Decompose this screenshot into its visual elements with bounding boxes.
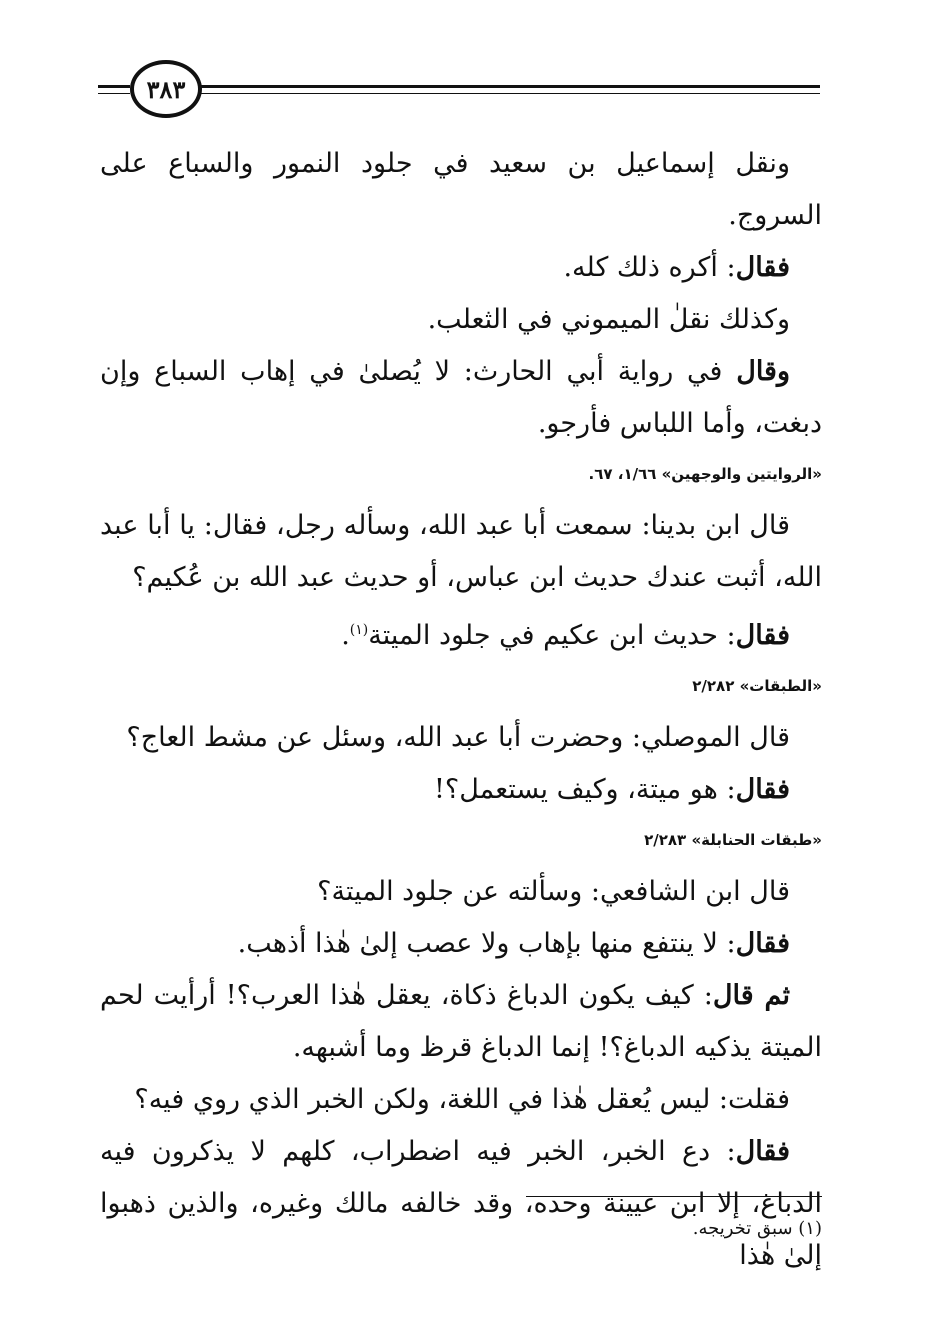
keyword: وقال	[736, 356, 790, 387]
source-citation: «الروايتين والوجهين» ١/٦٦، ٦٧.	[588, 465, 822, 483]
paragraph: قال الموصلي: وحضرت أبا عبد الله، وسئل عن مشط العاج؟	[126, 722, 790, 753]
keyword: ثم قال	[712, 980, 790, 1011]
paragraph	[100, 918, 822, 970]
paragraph-text: في رواية أبي الحارث: لا يُصلىٰ في إهاب السباع وإن دبغت، وأما اللباس فأرجو.	[100, 356, 822, 439]
paragraph-text: : أكره ذلك كله.	[563, 252, 736, 283]
paragraph	[100, 764, 822, 816]
keyword: فقال	[735, 252, 790, 283]
paragraph	[100, 604, 822, 662]
paragraph-text: : هو ميتة، وكيف يستعمل؟!	[434, 774, 736, 805]
paragraph-text: : حديث ابن عكيم في جلود الميتة	[368, 620, 736, 651]
keyword: فقال	[735, 774, 790, 805]
header-rule-left	[98, 85, 130, 88]
header-rule-left-thin	[98, 93, 130, 94]
source-citation: «الطبقات» ٢/٢٨٢	[692, 677, 822, 695]
paragraph	[100, 346, 822, 450]
keyword: فقال	[735, 620, 790, 651]
keyword: فقال	[735, 1136, 790, 1167]
paragraph: قال ابن بدينا: سمعت أبا عبد الله، وسأله رجل، فقال: يا أبا عبد الله، أثبت عندك حديث ابن عباس، أو حديث عبد الله بن عُكيم؟	[100, 510, 822, 593]
footnote-number: (١)	[798, 1218, 822, 1239]
paragraph-text: : دع الخبر، الخبر فيه اضطراب، كلهم لا يذكرون فيه الدباغ، إلا ابن عيينة وحده، وقد خالفه مالك وغيره، والذين ذهبوا إلىٰ هٰذا	[100, 1136, 822, 1271]
page-header	[98, 58, 820, 122]
paragraph: ونقل إسماعيل بن سعيد في جلود النمور والسباع على السروج.	[100, 148, 822, 231]
paragraph-text: : كيف يكون الدباغ ذكاة، يعقل هٰذا العرب؟! أرأيت لحم الميتة يذكيه الدباغ؟! إنما الدباغ قرظ وما أشبهه.	[100, 980, 822, 1063]
footnote-ref: (١)	[349, 622, 369, 638]
paragraph: وكذلك نقلٰ الميموني في الثعلب.	[427, 304, 790, 335]
footnote-separator	[526, 1196, 822, 1197]
paragraph	[100, 242, 822, 294]
page-body	[100, 138, 822, 1282]
footnote-text: سبق تخريجه.	[692, 1218, 793, 1239]
paragraph	[100, 970, 822, 1074]
footnote	[100, 1216, 822, 1242]
keyword: فقال	[735, 928, 790, 959]
paragraph: قال ابن الشافعي: وسألته عن جلود الميتة؟	[317, 876, 790, 907]
page-number: ٣٨٣	[130, 60, 202, 118]
source-citation: «طبقات الحنابلة» ٢/٢٨٣	[644, 831, 822, 849]
header-rule	[200, 85, 820, 88]
paragraph-text: : لا ينتفع منها بإهاب ولا عصب إلىٰ هٰذا أذهب.	[237, 928, 736, 959]
paragraph: فقلت: ليس يُعقل هٰذا في اللغة، ولكن الخبر الذي روي فيه؟	[134, 1084, 790, 1115]
paragraph-end: .	[341, 620, 350, 651]
header-rule-thin	[200, 93, 820, 94]
paragraph	[100, 1126, 822, 1282]
